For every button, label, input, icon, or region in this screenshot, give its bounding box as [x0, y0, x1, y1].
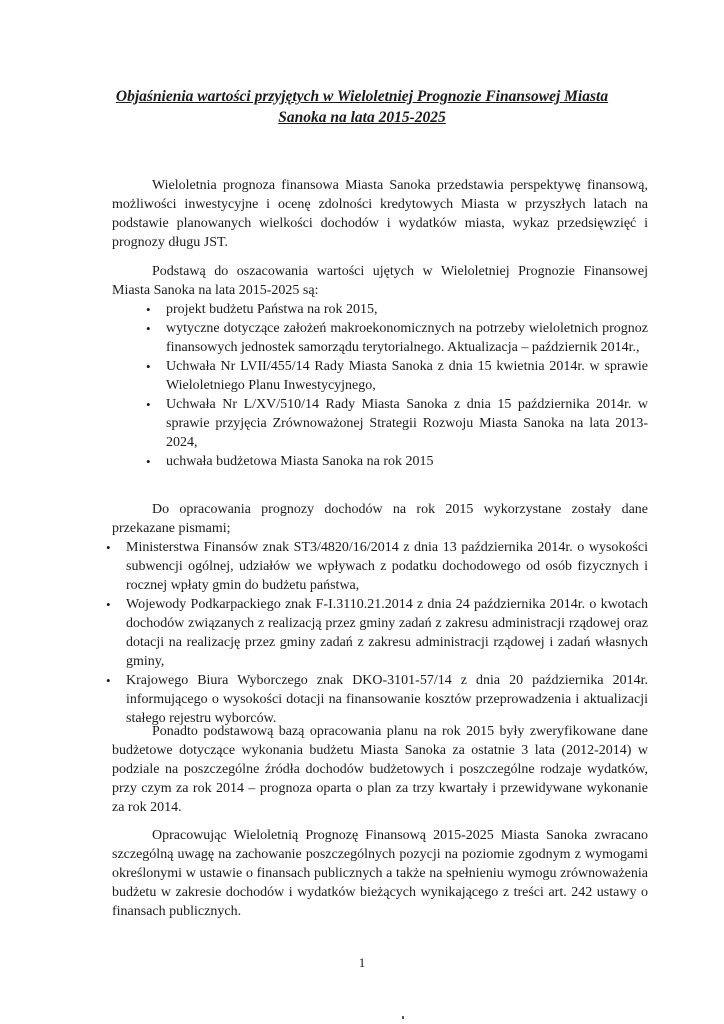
- list-item: • Uchwała Nr L/XV/510/14 Rady Miasta Sanoka z dnia 15 października 2014r. w sprawie przyjęcia Zrównoważonej Strategii Rozwoju Miasta Sanoka na lata 2013-2024,: [142, 395, 648, 452]
- basis-list: [142, 300, 648, 471]
- income-section: [112, 500, 648, 728]
- document-title: [60, 86, 664, 128]
- title-line-2: Sanoka na lata 2015-2025: [278, 109, 446, 126]
- intro-paragraph: [112, 176, 648, 252]
- income-list: [106, 538, 648, 728]
- income-lead: Do opracowania prognozy dochodów na rok 2015 wykorzystane zostały dane przekazane pismami;: [112, 502, 648, 536]
- para3-text: Ponadto podstawową bazą opracowania planu na rok 2015 były zweryfikowane dane budżetowe dotyczące wykonania budżetu Miasta Sanoka za ostatnie 3 lata (2012-2014) w podziale na poszczególne źródła dochodów budżetowych i poszczególne rodzaje wydatków, przy czym za rok 2014 – prognoza oparta o plan za trzy kwartały i przewidywane wykonanie za rok 2014.: [112, 724, 648, 815]
- list-item: • Ministerstwa Finansów znak ST3/4820/16/2014 z dnia 13 października 2014r. o wysokości subwencji ogólnej, udziałów we wpływach z podatku dochodowego od osób fizycznych i rocznej wpłaty gmin do budżetu państwa,: [106, 538, 648, 595]
- list-item: • projekt budżetu Państwa na rok 2015,: [142, 300, 648, 319]
- closing-paragraph: [112, 826, 648, 921]
- list-item: • Uchwała Nr LVII/455/14 Rady Miasta Sanoka z dnia 15 kwietnia 2014r. w sprawie Wieloletniego Planu Inwestycyjnego,: [142, 357, 648, 395]
- basis-section: [112, 262, 648, 471]
- page-number: 1: [358, 955, 366, 970]
- list-item: • uchwała budżetowa Miasta Sanoka na rok 2015: [142, 452, 648, 471]
- data-basis-paragraph: [112, 722, 648, 817]
- basis-lead: Podstawą do oszacowania wartości ujętych w Wieloletniej Prognozie Finansowej Miasta Sanoka na lata 2015-2025 są:: [112, 264, 648, 298]
- para4-text: Opracowując Wieloletnią Prognozę Finansową 2015-2025 Miasta Sanoka zwracano szczególną uwagę na zachowanie poszczególnych pozycji na poziomie zgodnym z wymogami określonymi w ustawie o finansach publicznych a także na spełnieniu wymogu zrównoważenia budżetu w zakresie dochodów i wydatków bieżących wynikającego z treści art. 242 ustawy o finansach publicznych.: [112, 828, 648, 919]
- list-item: • wytyczne dotyczące założeń makroekonomicznych na potrzeby wieloletnich prognoz finansowych jednostek samorządu terytorialnego. Aktualizacja – październik 2014r.,: [142, 319, 648, 357]
- list-item: • Wojewody Podkarpackiego znak F-I.3110.21.2014 z dnia 24 października 2014r. o kwotach dochodów związanych z realizacją przez gminy zadań z zakresu administracji rządowej oraz dotacji na realizację przez gminy zadań z zakresu administracji rządowej i zadań własnych gminy,: [106, 595, 648, 671]
- intro-text: Wieloletnia prognoza finansowa Miasta Sanoka przedstawia perspektywę finansową, możliwości inwestycyjne i ocenę zdolności kredytowych Miasta w przyszłych latach na podstawie planowanych wielkości dochodów i wydatków miasta, wykaz przedsięwzięć i prognozy długu JST.: [112, 178, 648, 250]
- scan-speck: [402, 1016, 404, 1019]
- title-line-1: Objaśnienia wartości przyjętych w Wieloletniej Prognozie Finansowej Miasta: [115, 88, 609, 105]
- list-item: • Krajowego Biura Wyborczego znak DKO-3101-57/14 z dnia 20 października 2014r. informującego o wysokości dotacji na finansowanie kosztów przeprowadzenia i aktualizacji stałego rejestru wyborców.: [106, 671, 648, 728]
